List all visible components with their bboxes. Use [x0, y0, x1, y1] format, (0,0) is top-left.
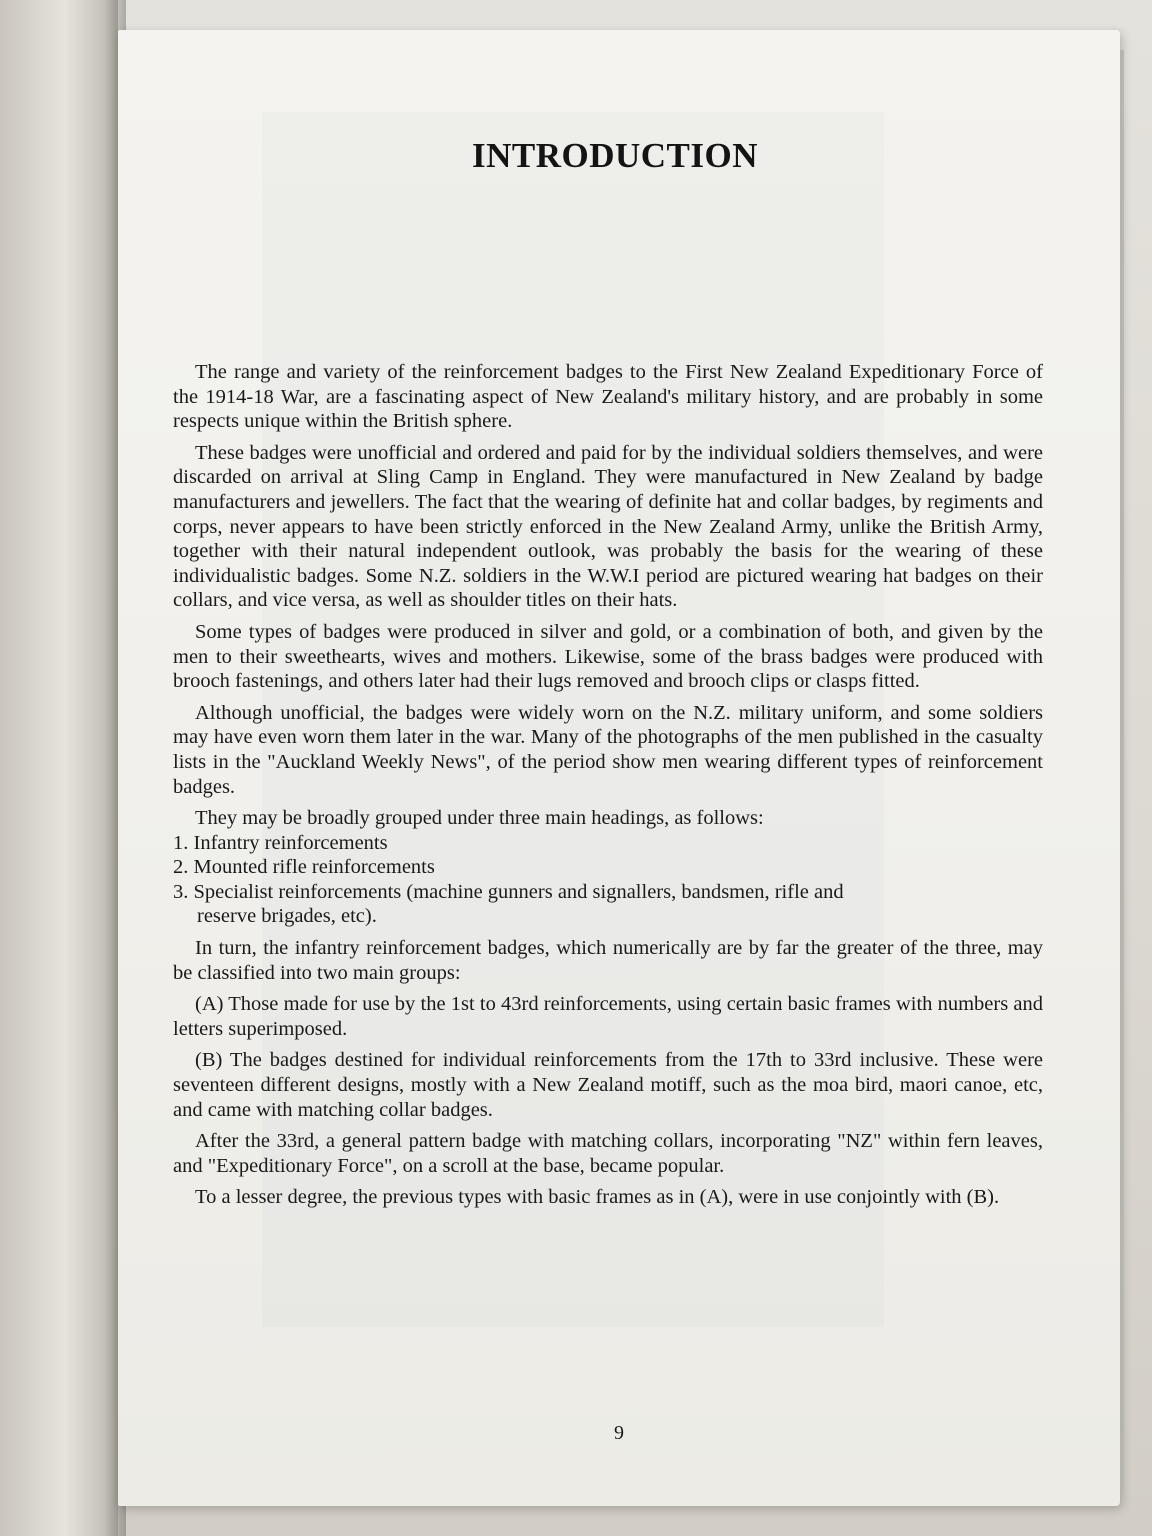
list-number: 2. — [173, 856, 189, 879]
facing-page-edge — [0, 0, 118, 1536]
list-number: 1. — [173, 831, 189, 854]
list-number: 3. — [173, 880, 189, 903]
paragraph: In turn, the infantry reinforcement badges, which numerically are by far the greater of the three, may be classified into two main groups: — [173, 937, 1043, 984]
paragraph: These badges were unofficial and ordered and paid for by the individual soldiers themselves, and were discarded on arrival at Sling Camp in England. They were manufactured in New Zealand by badge manufacturers and jewellers. The fact that the wearing of definite hat and collar badges, by regiments and corps, never appears to have been strictly enforced in the New Zealand Army, unlike the British Army, together with their natural independent outlook, was probably the basis for the wearing of these individualistic badges. Some N.Z. soldiers in the W.W.I period are pictured wearing hat badges on their collars, and vice versa, as well as shoulder titles on their hats. — [173, 441, 1043, 612]
list-item-text: Mounted rifle reinforcements — [193, 856, 435, 879]
paragraph: The range and variety of the reinforcement badges to the First New Zealand Expeditionary Force of the 1914-18 War, are a fascinating aspect of New Zealand's military history, and are probably in some respects unique within the British sphere. — [173, 361, 1043, 433]
paragraph: They may be broadly grouped under three main headings, as follows: — [195, 807, 764, 830]
page-title: INTRODUCTION — [471, 136, 759, 175]
list-item — [173, 855, 1043, 880]
list-item — [173, 880, 1043, 929]
list-item-continuation: reserve brigades, etc). — [197, 905, 377, 928]
paragraph: (A) Those made for use by the 1st to 43rd reinforcements, using certain basic frames with numbers and letters superimposed. — [173, 993, 1043, 1040]
body-text — [173, 360, 1043, 1217]
paragraph: To a lesser degree, the previous types with basic frames as in (A), were in use conjointly with (B). — [195, 1186, 1000, 1209]
paragraph: Although unofficial, the badges were widely worn on the N.Z. military uniform, and some soldiers may have even worn them later in the war. Many of the photographs of the men published in the casualty lists in the "Auckland Weekly News", of the period show men wearing different types of reinforcement badges. — [173, 701, 1043, 798]
list-item-text: Specialist reinforcements (machine gunners and signallers, bandsmen, rifle and — [193, 880, 844, 903]
headings-list — [173, 831, 1043, 929]
list-item-text: Infantry reinforcements — [193, 831, 388, 854]
paragraph: Some types of badges were produced in silver and gold, or a combination of both, and given by the men to their sweethearts, wives and mothers. Likewise, some of the brass badges were produced with brooch fastenings, and others later had their lugs removed and brooch clips or clasps fitted. — [173, 620, 1043, 693]
paragraph: After the 33rd, a general pattern badge with matching collars, incorporating "NZ" within fern leaves, and "Expeditionary Force", on a scroll at the base, became popular. — [173, 1130, 1043, 1177]
list-item — [173, 831, 1043, 856]
page-number: 9 — [614, 1422, 624, 1444]
paragraph: (B) The badges destined for individual reinforcements from the 17th to 33rd inclusive. These were seventeen different designs, mostly with a New Zealand motiff, such as the moa bird, maori canoe, etc, and came with matching collar badges. — [173, 1049, 1043, 1121]
